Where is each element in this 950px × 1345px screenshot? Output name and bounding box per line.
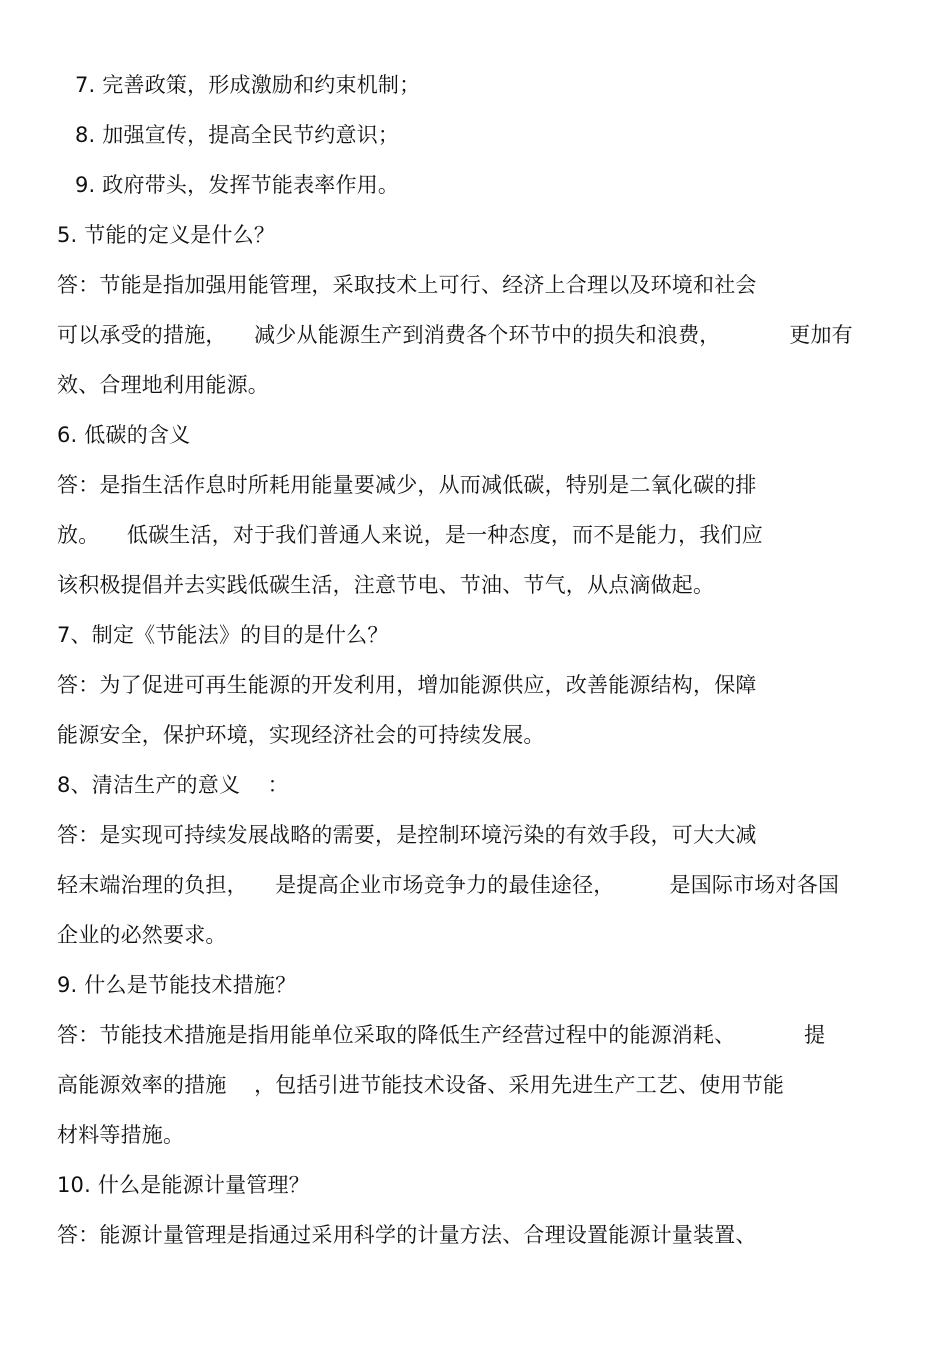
list-item: 7. 完善政策，形成激励和约束机制； — [75, 73, 421, 97]
answer-text-line: 答：节能技术措施是指用能单位采取的降低生产经营过程中的能源消耗、 提 — [57, 1023, 826, 1047]
answer-text-line: 高能源效率的措施 ，包括引进节能技术设备、采用先进生产工艺、使用节能 — [57, 1073, 785, 1097]
answer-text-line: 答：是实现可持续发展战略的需要，是控制环境污染的有效手段，可大大减 — [57, 823, 757, 847]
answer-text-line: 放。 低碳生活，对于我们普通人来说，是一种态度，而不是能力，我们应 — [57, 523, 763, 547]
answer-text-line: 答：节能是指加强用能管理，采取技术上可行、经济上合理以及环境和社会 — [57, 273, 757, 297]
question-heading: 9. 什么是节能技术措施？ — [57, 973, 297, 997]
answer-text-line: 答：是指生活作息时所耗用能量要减少，从而减低碳，特别是二氧化碳的排 — [57, 473, 757, 497]
answer-text-line: 该积极提倡并去实践低碳生活，注意节电、节油、节气，从点滴做起。 — [57, 573, 715, 597]
answer-text-line: 轻末端治理的负担， 是提高企业市场竞争力的最佳途径， 是国际市场对各国 — [57, 873, 840, 897]
list-item: 9. 政府带头，发挥节能表率作用。 — [75, 173, 400, 197]
answer-text-line: 企业的必然要求。 — [57, 923, 227, 947]
question-heading: 7、制定《节能法》的目的是什么？ — [57, 623, 389, 647]
answer-text-line: 可以承受的措施， 减少从能源生产到消费各个环节中的损失和浪费， 更加有 — [57, 323, 853, 347]
question-heading: 8、清洁生产的意义 ： — [57, 773, 289, 797]
question-heading: 5. 节能的定义是什么？ — [57, 223, 276, 247]
answer-text-line: 效、合理地利用能源。 — [57, 373, 269, 397]
answer-text-line: 材料等措施。 — [57, 1123, 185, 1147]
question-heading: 10. 什么是能源计量管理？ — [57, 1173, 310, 1197]
answer-text-line: 答：为了促进可再生能源的开发利用，增加能源供应，改善能源结构，保障 — [57, 673, 757, 697]
list-item: 8. 加强宣传，提高全民节约意识； — [75, 123, 400, 147]
answer-text-line: 答：能源计量管理是指通过采用科学的计量方法、合理设置能源计量装置、 — [57, 1223, 757, 1247]
question-heading: 6. 低碳的含义 — [57, 423, 191, 447]
answer-text-line: 能源安全，保护环境，实现经济社会的可持续发展。 — [57, 723, 545, 747]
